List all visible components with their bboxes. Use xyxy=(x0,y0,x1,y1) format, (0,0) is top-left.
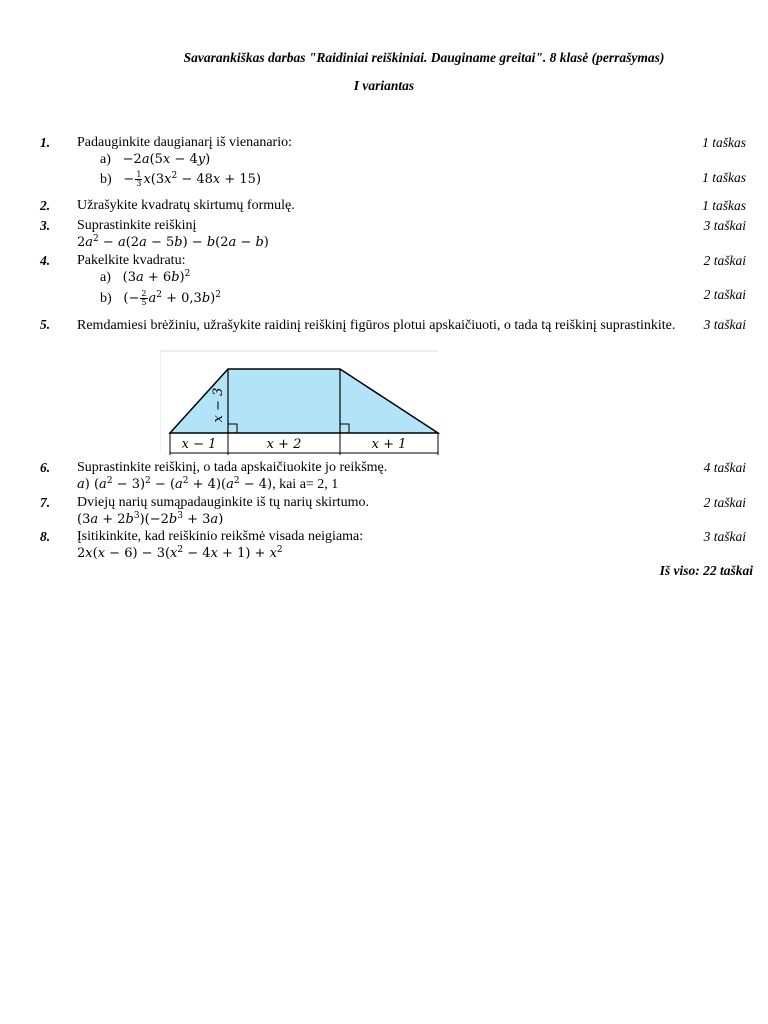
task-1-text: Padauginkite daugianarį iš vienanario: xyxy=(77,135,292,150)
bottom-label-3: x + 1 xyxy=(371,437,407,452)
task-8-expression: $2x(x - 6) - 3(x^2 - 4x + 1) + x^2$ xyxy=(77,545,283,561)
task-4b xyxy=(100,290,221,307)
task-3-text: Suprastinkite reiškinį xyxy=(77,218,197,233)
task-4b-expression: (− $\frac{2}{5}$ $a^2 + 0,3b)^2$ xyxy=(115,289,221,307)
trapezoid-figure xyxy=(160,349,442,457)
task-4b-points: 2 taškai xyxy=(703,287,746,302)
task-1b-label: b) xyxy=(100,172,112,187)
task-5-number: 5. xyxy=(40,317,51,332)
bottom-label-2: x + 2 xyxy=(266,437,302,452)
variant-heading: I variantas xyxy=(353,78,415,93)
task-1b-expression: − $\frac{1}{3}$ $x(3x^2 - 48x + 15)$ xyxy=(115,170,262,188)
task-6-condition: , kai a= 2, 1 xyxy=(272,477,339,492)
total-points: Iš viso: 22 taškai xyxy=(659,563,753,578)
task-6-points: 4 taškai xyxy=(703,460,746,475)
task-6-text: Suprastinkite reiškinį, o tada apskaičiuokite jo reikšmę. xyxy=(77,460,388,475)
height-label: x − 3 xyxy=(211,387,226,423)
task-3-points: 3 taškai xyxy=(703,218,746,233)
task-6-number: 6. xyxy=(40,460,51,475)
task-4-text: Pakelkite kvadratu: xyxy=(77,253,186,268)
task-2-number: 2. xyxy=(40,198,51,213)
task-3-expression: $2a^2 - a(2a - 5b) - b(2a - b)$ xyxy=(77,234,269,250)
task-1a-label: a) xyxy=(100,152,111,167)
task-4a-expression: $(3a + 6b)^2$ xyxy=(114,269,191,285)
task-2-text: Užrašykite kvadratų skirtumų formulę. xyxy=(77,198,295,213)
task-5-text: Remdamiesi brėžiniu, užrašykite raidinį reiškinį figūros plotui apskaičiuoti, o tada tą reiškinį suprastinkite. xyxy=(77,318,676,333)
task-1b xyxy=(100,171,261,188)
task-1-number: 1. xyxy=(40,135,51,150)
task-1a-expression: −2a(5x − 4y) xyxy=(114,152,211,167)
task-3-number: 3. xyxy=(40,218,51,233)
task-7-text: Dviejų narių sumąpadauginkite iš tų narių skirtumo. xyxy=(77,495,370,510)
task-7-points: 2 taškai xyxy=(703,495,746,510)
task-6-expression: a) $(a^2 - 3)^2 - (a^2 + 4)(a^2 - 4)$, kai a= 2, 1 xyxy=(77,476,339,492)
task-1b-points: 1 taškas xyxy=(702,170,746,185)
task-4a-label: a) xyxy=(100,270,111,285)
task-4-points: 2 taškai xyxy=(703,253,746,268)
task-1-points: 1 taškas xyxy=(702,135,746,150)
task-8-text: Įsitikinkite, kad reiškinio reikšmė visada neigiama: xyxy=(77,529,364,544)
task-8-points: 3 taškai xyxy=(703,529,746,544)
task-5-points: 3 taškai xyxy=(703,317,746,332)
task-7-expression: $(3a + 2b^3)(-2b^3 + 3a)$ xyxy=(77,511,224,527)
task-2-points: 1 taškas xyxy=(702,198,746,213)
task-7-number: 7. xyxy=(40,495,51,510)
task-8-number: 8. xyxy=(40,529,51,544)
bottom-label-1: x − 1 xyxy=(181,437,217,452)
document-title: Savarankiškas darbas "Raidiniai reiškiniai. Dauginame greitai". 8 klasė (perrašymas) xyxy=(183,50,665,65)
task-1a xyxy=(100,152,210,168)
task-4b-label: b) xyxy=(100,291,112,306)
task-4-number: 4. xyxy=(40,253,51,268)
task-4a xyxy=(100,270,190,286)
